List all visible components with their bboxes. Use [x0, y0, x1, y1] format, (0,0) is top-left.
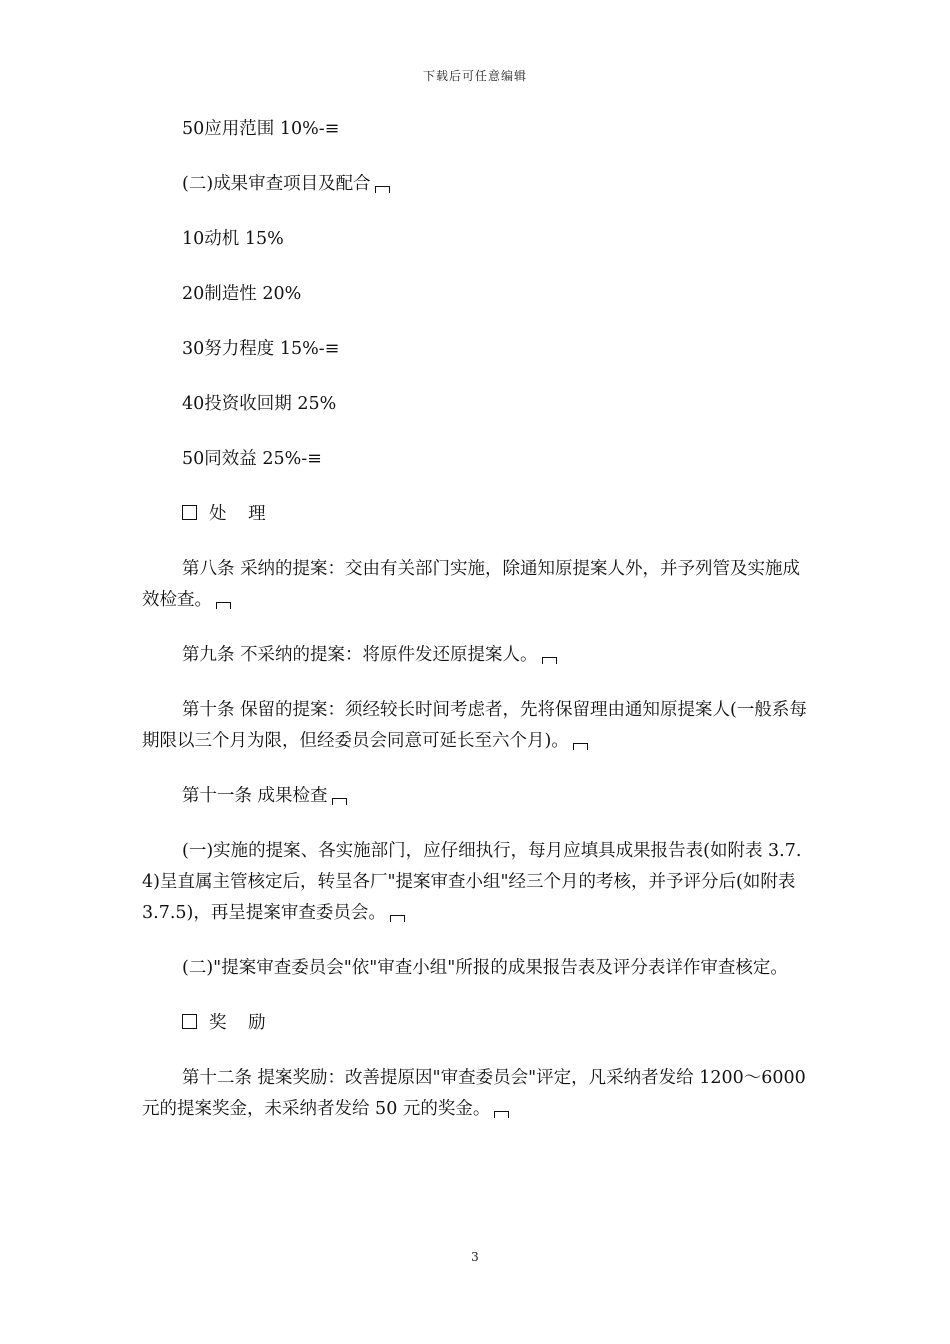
section-heading-rewards: 奖 励 [142, 1008, 810, 1039]
checkbox-square-icon [182, 1014, 197, 1029]
list-item: (二)成果审查项目及配合 [142, 169, 810, 200]
article-9: 第九条 不采纳的提案：将原件发还原提案人。 [142, 640, 810, 671]
list-item: 10动机 15% [182, 229, 284, 249]
article-11-item-2: (二)"提案审查委员会"依"审查小组"所报的成果报告表及评分表详作审查核定。 [182, 958, 788, 978]
paragraph-mark-icon [390, 915, 405, 922]
article-8: 第八条 采纳的提案：交由有关部门实施，除通知原提案人外，并予列管及实施成效检查。 [142, 559, 801, 610]
paragraph-mark-icon [494, 1111, 509, 1118]
list-item: 30努力程度 15%-≡ [182, 339, 340, 359]
list-item: 50应用范围 10%-≡ [182, 119, 340, 139]
article-11-item-1: (一)实施的提案、各实施部门，应仔细执行，每月应填具成果报告表(如附表 3.7.4)呈直属主管核定后，转呈各厂"提案审查小组"经三个月的考核，并予评分后(如附表 3.7.5)，再呈提案审查委员会。 [142, 841, 802, 923]
page-header: 下载后可任意编辑 [422, 69, 527, 83]
list-item: 40投资收回期 25% [182, 394, 337, 414]
paragraph-mark-icon [542, 657, 557, 664]
paragraph-mark-icon [375, 186, 390, 193]
checkbox-square-icon [182, 505, 197, 520]
paragraph-mark-icon [573, 743, 588, 750]
list-item: 50同效益 25%-≡ [182, 449, 322, 469]
paragraph-mark-icon [216, 602, 231, 609]
article-10: 第十条 保留的提案：须经较长时间考虑者，先将保留理由通知原提案人(一般系每期限以三个月为限，但经委员会同意可延长至六个月)。 [142, 700, 807, 751]
article-11: 第十一条 成果检查 [142, 781, 810, 812]
paragraph-mark-icon [332, 798, 347, 805]
document-body [142, 114, 810, 1149]
list-item: 20制造性 20% [182, 284, 302, 304]
section-heading-handling: 处 理 [142, 499, 810, 530]
article-12: 第十二条 提案奖励：改善提原因"审查委员会"评定，凡采纳者发给 1200～6000 元的提案奖金，未采纳者发给 50 元的奖金。 [142, 1068, 806, 1119]
page-number: 3 [471, 1250, 479, 1264]
